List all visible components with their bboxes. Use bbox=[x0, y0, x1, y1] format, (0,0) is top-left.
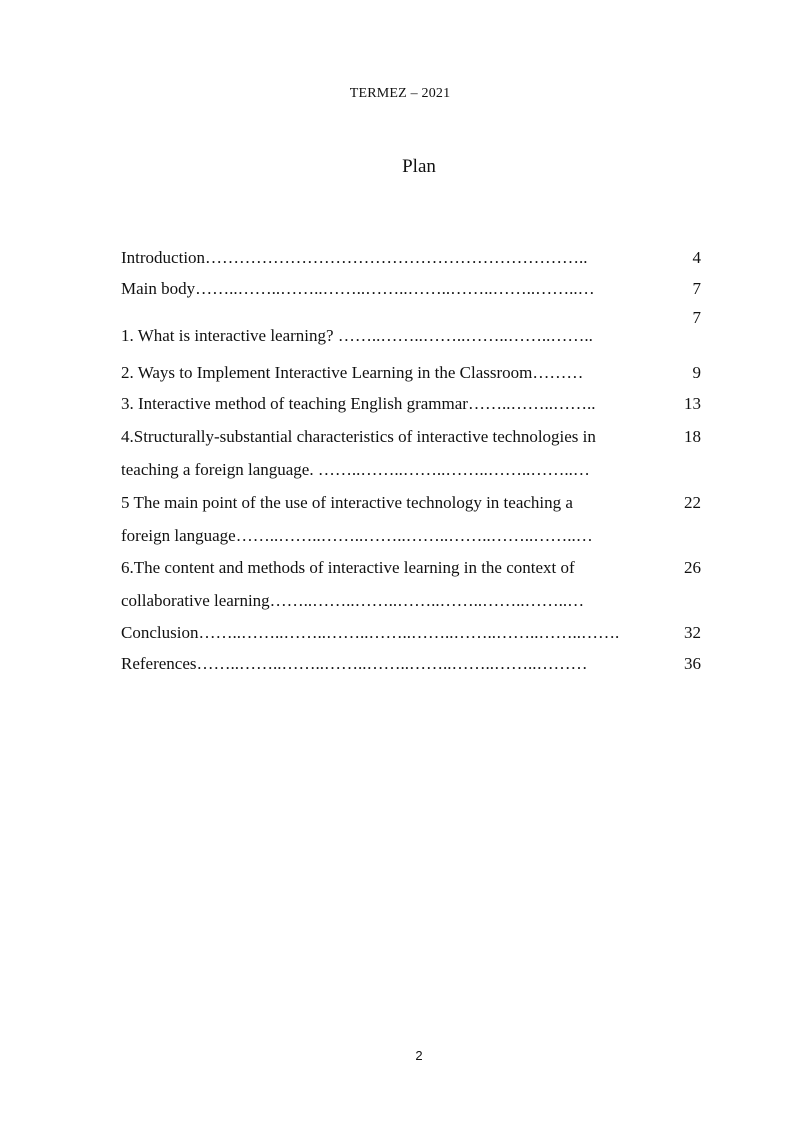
toc-entry-page: 7 bbox=[692, 279, 701, 298]
toc-entry-title-line-1: 4.Structurally-substantial characteristics of interactive technologies in bbox=[121, 427, 596, 446]
toc-entry-title: 1. What is interactive learning? ……..……..……..……..……..…….. bbox=[121, 326, 593, 345]
toc-entry-page: 9 bbox=[692, 363, 701, 382]
toc-entry-page: 36 bbox=[684, 654, 701, 673]
toc-entry-section-1 bbox=[121, 308, 721, 351]
toc-entry-title: 3. Interactive method of teaching English grammar……..……..…….. bbox=[121, 394, 596, 413]
toc-entry-title-line-2: foreign language……..……..……..……..……..……..……..……..… bbox=[121, 526, 593, 545]
toc-entry-title-line-1: 5 The main point of the use of interactive technology in teaching a bbox=[121, 493, 573, 512]
toc-entry-section-4 bbox=[121, 420, 721, 486]
table-of-contents bbox=[121, 243, 721, 679]
toc-entry-title: References……..……..……..……..……..……..……..……..……… bbox=[121, 654, 588, 673]
toc-entry-page: 32 bbox=[684, 623, 701, 642]
toc-entry-title: 2. Ways to Implement Interactive Learning in the Classroom……… bbox=[121, 363, 584, 382]
toc-entry-page: 7 bbox=[692, 308, 701, 327]
toc-entry-section-3 bbox=[121, 389, 721, 419]
toc-entry-page: 4 bbox=[692, 248, 701, 267]
toc-entry-page: 13 bbox=[684, 394, 701, 413]
toc-entry-title: Introduction………………………………………………………….. bbox=[121, 248, 588, 267]
toc-entry-section-6 bbox=[121, 551, 721, 617]
toc-entry-references bbox=[121, 649, 721, 679]
toc-entry-title-line-2: collaborative learning……..……..……..……..……..……..……..… bbox=[121, 591, 585, 610]
toc-entry-title-line-1: 6.The content and methods of interactive learning in the context of bbox=[121, 558, 575, 577]
toc-entry-section-2 bbox=[121, 358, 721, 388]
toc-entry-page: 18 bbox=[684, 427, 701, 446]
toc-entry-main-body bbox=[121, 274, 721, 304]
toc-entry-page: 22 bbox=[684, 493, 701, 512]
toc-entry-introduction bbox=[121, 243, 721, 273]
toc-entry-page: 26 bbox=[684, 558, 701, 577]
toc-entry-title-line-2: teaching a foreign language. ……..……..……..……..……..……..… bbox=[121, 460, 590, 479]
toc-entry-title: Conclusion……..……..……..……..……..……..……..……..……..……. bbox=[121, 623, 620, 642]
toc-entry-section-5 bbox=[121, 486, 721, 552]
toc-entry-conclusion bbox=[121, 618, 721, 648]
plan-title: Plan bbox=[402, 156, 436, 177]
toc-entry-title: Main body……..……..……..……..……..……..……..……..……..… bbox=[121, 279, 595, 298]
place-year-header: TERMEZ – 2021 bbox=[349, 86, 451, 101]
page-number: 2 bbox=[415, 1048, 423, 1063]
